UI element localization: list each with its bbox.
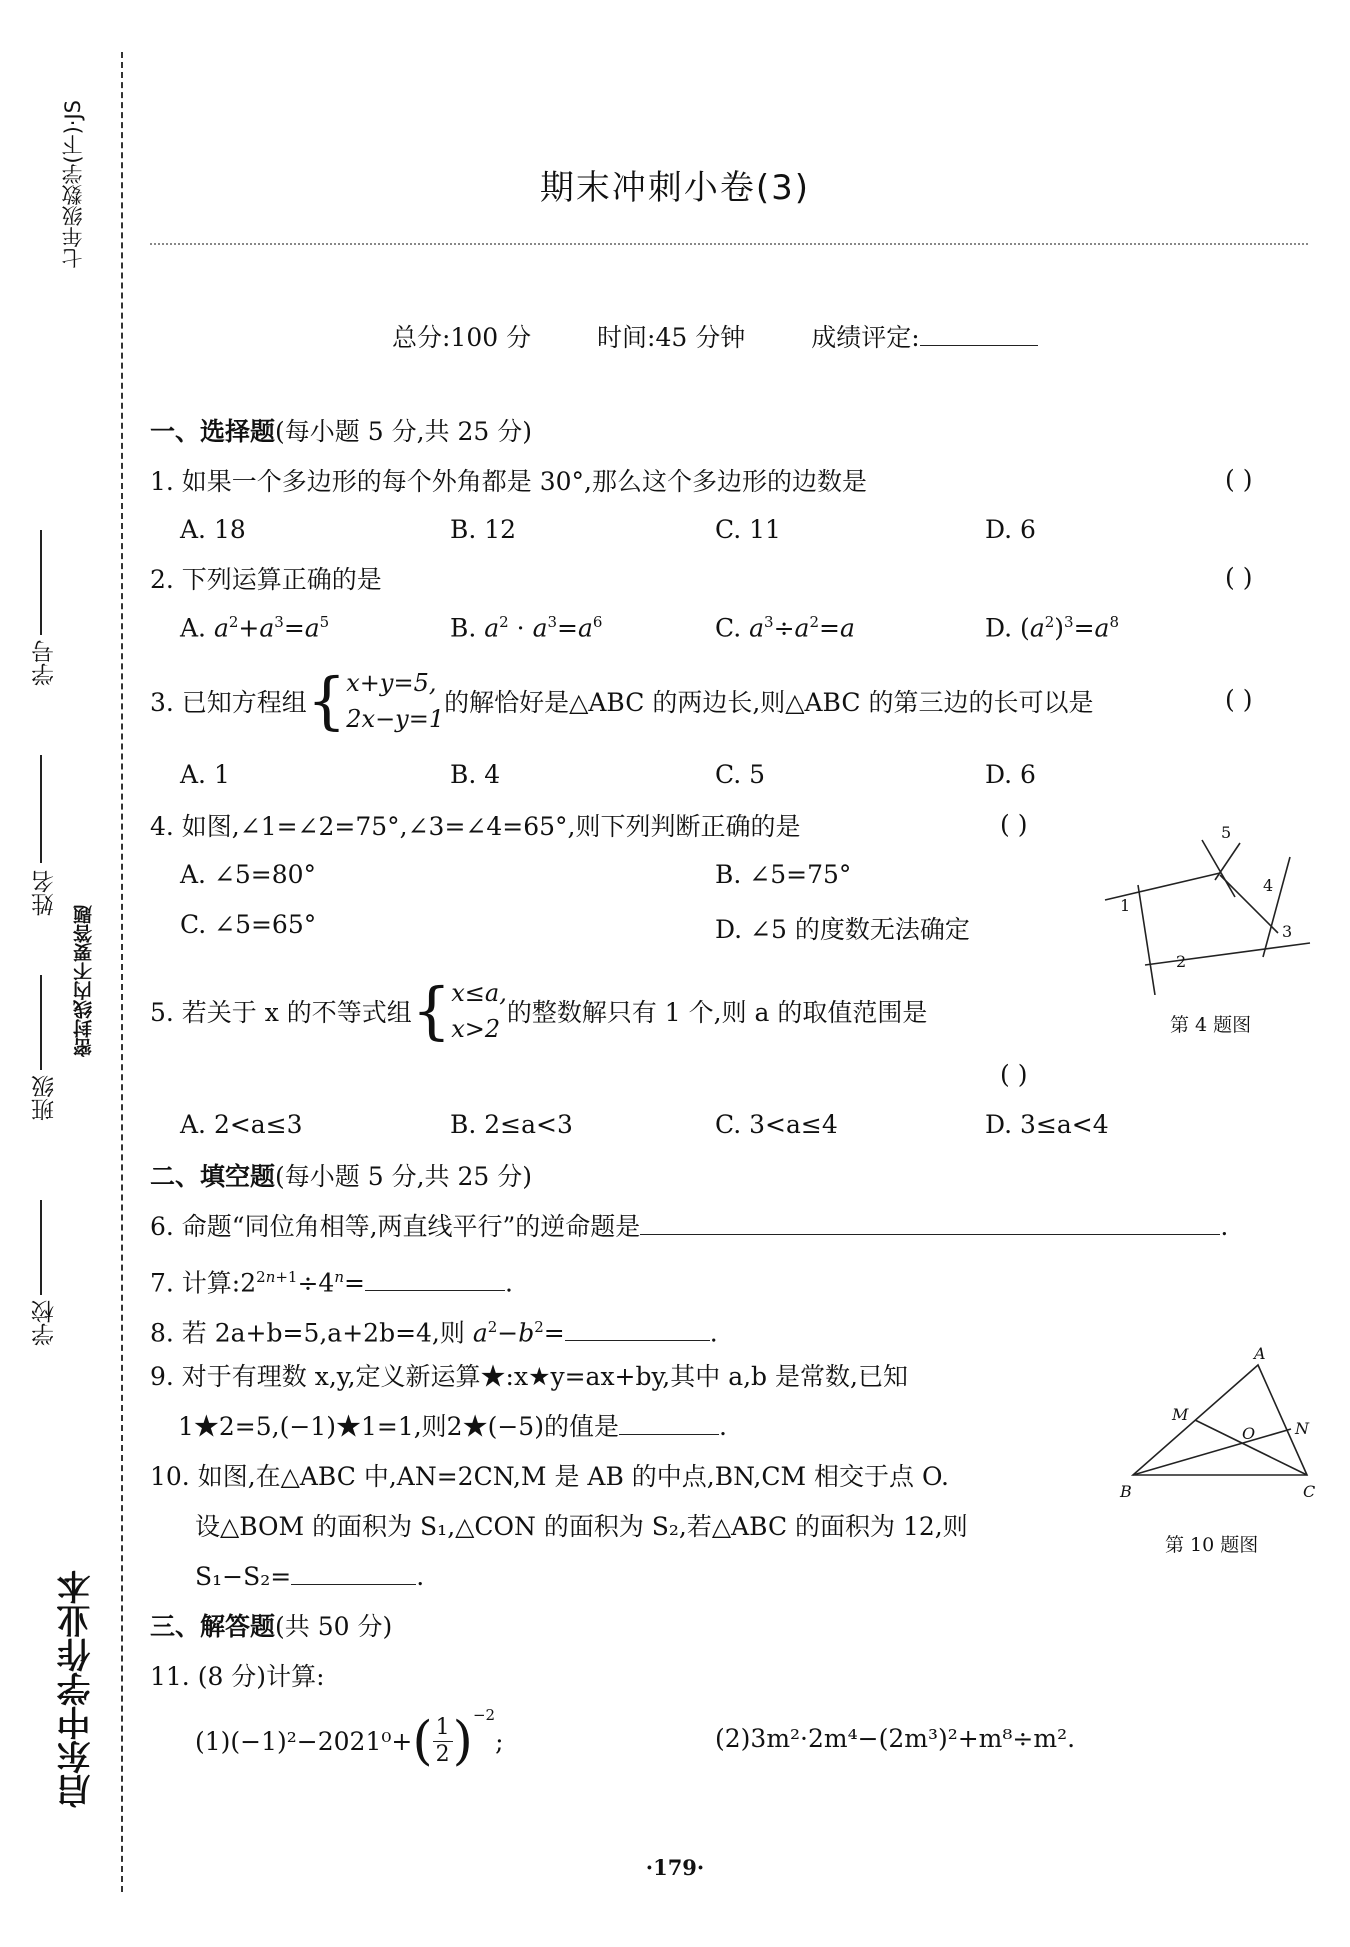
q3-option-d: D. 6 — [985, 760, 1036, 789]
q1-option-c: C. 11 — [715, 515, 781, 544]
q4-answer-paren[interactable]: ( ) — [1000, 810, 1028, 839]
q9-text-2: 1★2=5,(−1)★1=1,则2★(−5)的值是 — [178, 1412, 619, 1441]
q10-label-b: B — [1120, 1482, 1132, 1501]
q3-suffix: 的解恰好是△ABC 的两边长,则△ABC 的第三边的长可以是 — [444, 688, 1094, 717]
q3-prefix: 3. 已知方程组 — [150, 688, 307, 717]
seal-note: 密封线内不要答题 — [73, 905, 95, 1057]
q4-label-3: 3 — [1282, 922, 1293, 941]
q5-option-c: C. 3<a≤4 — [715, 1110, 838, 1139]
q8-line: 8. 若 2a+b=5,a+2b=4,则 $a^2-b^2=$ . — [150, 1318, 718, 1348]
q5-answer-paren[interactable]: ( ) — [1000, 1060, 1028, 1089]
q5-option-a: A. 2<a≤3 — [180, 1110, 303, 1139]
q11-fraction-paren-open: ( — [412, 1711, 433, 1772]
q10-answer-field[interactable] — [291, 1584, 416, 1585]
section-2-note: (每小题 5 分,共 25 分) — [275, 1162, 532, 1191]
q2-answer-paren[interactable]: ( ) — [1225, 563, 1253, 592]
school-field[interactable] — [40, 1200, 42, 1295]
q10-text-3: S₁−S₂= — [195, 1562, 292, 1591]
q3-equation-1: x+y=5, — [346, 669, 437, 697]
q11-fraction — [433, 1715, 453, 1768]
q7-line: 7. 计算$:2^{2n+1}\div 4^n=$ . — [150, 1268, 513, 1298]
q3-option-a: A. 1 — [180, 760, 230, 789]
q10-figure — [1115, 1345, 1325, 1505]
q5-suffix: 的整数解只有 1 个,则 a 的取值范围是 — [506, 998, 928, 1027]
class-field[interactable] — [40, 975, 42, 1070]
q4-figure — [1100, 815, 1320, 995]
q5-brace: { — [411, 974, 452, 1047]
q4-option-b: B. ∠5=75° — [715, 860, 852, 889]
q5-inequality-2: x>2 — [451, 1015, 501, 1043]
q1-option-a: A. 18 — [180, 515, 246, 544]
q10-label-c: C — [1303, 1482, 1316, 1501]
q11-part-1 — [195, 1706, 504, 1772]
q5-option-d: D. 3≤a<4 — [985, 1110, 1109, 1139]
q9-line-2: 1★2=5,(−1)★1=1,则2★(−5)的值是 . — [178, 1412, 727, 1441]
name-label: 姓名 — [32, 870, 58, 916]
q5-text — [150, 975, 927, 1047]
number-field[interactable] — [40, 530, 42, 635]
q6-text: 6. 命题“同位角相等,两直线平行”的逆命题是 — [150, 1212, 641, 1241]
q5-option-b: B. 2≤a<3 — [450, 1110, 573, 1139]
section-3-header — [150, 1610, 392, 1644]
q10-triangle-abc — [1133, 1365, 1307, 1475]
q4-label-5: 5 — [1221, 823, 1232, 842]
q3-equation-2: 2x−y=1 — [346, 705, 445, 733]
section-1-title: 一、选择题 — [150, 417, 276, 446]
q2-option-b: B. $a^2 \cdot a^3=a^6$ — [450, 613, 603, 643]
q11-part-2: (2)3m²·2m⁴−(2m³)²+m⁸÷m². — [715, 1724, 1076, 1753]
q3-text — [150, 665, 1093, 737]
q11-part-1-end: ; — [495, 1727, 504, 1756]
q3-equation-system — [346, 665, 444, 737]
grade-field[interactable] — [920, 345, 1038, 346]
q10-label-a: A — [1254, 1345, 1266, 1363]
q3-option-b: B. 4 — [450, 760, 501, 789]
title-divider — [150, 243, 1308, 245]
page-title: 期末冲刺小卷(3) — [539, 168, 811, 208]
q4-line-right — [1263, 857, 1293, 957]
q4-option-c: C. ∠5=65° — [180, 910, 317, 939]
section-3-note: (共 50 分) — [275, 1612, 393, 1641]
q11-fraction-paren-close: ) — [452, 1711, 473, 1772]
section-1-header — [150, 415, 532, 449]
class-label: 班级 — [32, 1075, 58, 1121]
q8-answer-field[interactable] — [565, 1340, 710, 1341]
q2-option-a: A. $a^2+a^3=a^5$ — [180, 613, 330, 643]
q4-label-4: 4 — [1263, 876, 1274, 895]
q10-label-o: O — [1242, 1424, 1256, 1443]
q3-brace: { — [306, 664, 347, 737]
q6-answer-field[interactable] — [640, 1234, 1220, 1235]
q4-label-1: 1 — [1120, 896, 1131, 915]
q10-line-1: 10. 如图,在△ABC 中,AN=2CN,M 是 AB 的中点,BN,CM 相交于点 O. — [150, 1462, 949, 1491]
q2-option-c: C. $a^3\div a^2=a$ — [715, 613, 855, 643]
q1-text: 1. 如果一个多边形的每个外角都是 30°,那么这个多边形的边数是 — [150, 467, 868, 496]
q11-fraction-denominator: 2 — [435, 1742, 450, 1767]
section-3-title: 三、解答题 — [150, 1612, 276, 1641]
q8-text: 8. 若 2a+b=5,a+2b=4,则 — [150, 1318, 465, 1348]
q3-answer-paren[interactable]: ( ) — [1225, 685, 1253, 714]
q9-line-1: 9. 对于有理数 x,y,定义新运算★:x★y=ax+by,其中 a,b 是常数,已知 — [150, 1362, 908, 1391]
q11-part-1-prefix: (1)(−1)²−2021⁰+ — [195, 1727, 413, 1756]
q10-figure-caption: 第 10 题图 — [1165, 1534, 1259, 1556]
q10-line-3: S₁−S₂= . — [195, 1562, 425, 1591]
q11-text: 11. (8 分)计算: — [150, 1662, 325, 1691]
q4-option-a: A. ∠5=80° — [180, 860, 317, 889]
q7-answer-field[interactable] — [365, 1290, 505, 1291]
q5-inequality-1: x≤a, — [451, 979, 507, 1007]
section-2-title: 二、填空题 — [150, 1162, 276, 1191]
q3-option-c: C. 5 — [715, 760, 766, 789]
q7-prefix: 7. 计算: — [150, 1268, 241, 1298]
q10-line-2: 设△BOM 的面积为 S₁,△CON 的面积为 S₂,若△ABC 的面积为 12,则 — [195, 1512, 968, 1541]
time-limit: 时间:45 分钟 — [597, 323, 746, 352]
q2-option-d: D. $(a^2)^3=a^8$ — [985, 613, 1119, 643]
q1-option-d: D. 6 — [985, 515, 1036, 544]
q2-text: 2. 下列运算正确的是 — [150, 565, 382, 594]
q5-inequality-system — [451, 975, 507, 1047]
workbook-title: 启东中学作业本 — [57, 1570, 97, 1808]
q10-label-n: N — [1295, 1419, 1309, 1438]
q4-text: 4. 如图,∠1=∠2=75°,∠3=∠4=65°,则下列判断正确的是 — [150, 812, 801, 841]
school-label: 学校 — [32, 1300, 58, 1346]
section-2-header — [150, 1160, 532, 1194]
q1-option-b: B. 12 — [450, 515, 517, 544]
total-score: 总分:100 分 — [392, 323, 532, 352]
exam-info — [392, 318, 1096, 354]
binding-dashed-line — [121, 52, 123, 1892]
q11-exponent: −2 — [472, 1706, 496, 1724]
q4-option-d: D. ∠5 的度数无法确定 — [715, 915, 970, 944]
section-1-note: (每小题 5 分,共 25 分) — [275, 417, 532, 446]
q9-answer-field[interactable] — [619, 1434, 719, 1435]
q10-label-m: M — [1172, 1405, 1189, 1424]
book-label: 七年级数学(下)·JS — [61, 100, 85, 269]
q11-fraction-numerator: 1 — [433, 1715, 453, 1742]
q6-line: 6. 命题“同位角相等,两直线平行”的逆命题是 . — [150, 1212, 1229, 1241]
page-number: ·179· — [645, 1855, 705, 1880]
q4-line-top-right — [1215, 843, 1240, 880]
q1-answer-paren[interactable]: ( ) — [1225, 465, 1253, 494]
q10-segment-bn — [1133, 1429, 1291, 1475]
q4-figure-caption: 第 4 题图 — [1170, 1014, 1252, 1036]
q4-label-2: 2 — [1176, 952, 1187, 971]
name-field[interactable] — [40, 755, 42, 863]
q4-line-bottom — [1145, 943, 1310, 965]
q4-line-left — [1138, 885, 1155, 995]
q5-prefix: 5. 若关于 x 的不等式组 — [150, 998, 412, 1027]
grade-label: 成绩评定: — [811, 323, 920, 352]
number-label: 学号 — [32, 640, 58, 686]
